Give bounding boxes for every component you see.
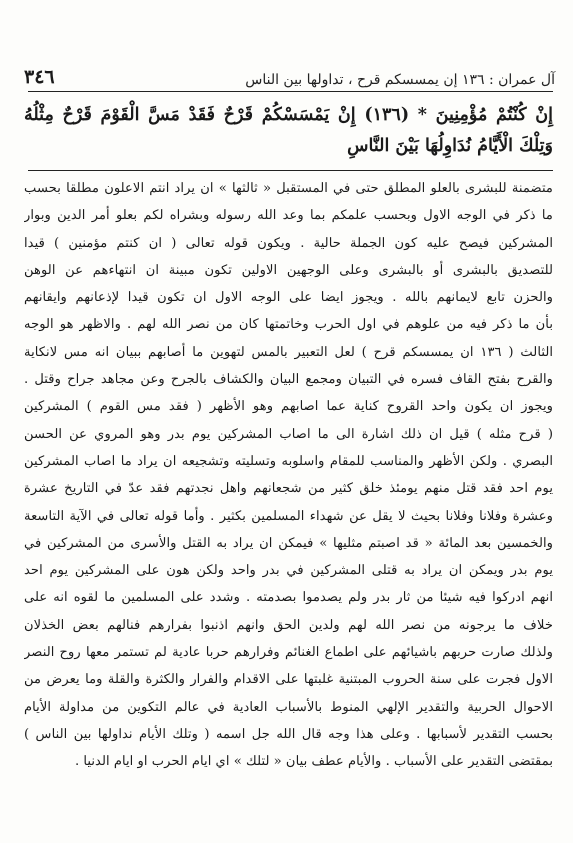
commentary-text <box>24 175 553 776</box>
commentary-line: للتصديق بالبشرى أو بالبشرى وعلى الوجهين الاولين تكون مبينة ان انتهاءهم عن الوهن <box>24 262 553 278</box>
commentary-line: خلاف ما يرجونه من نصر الله لهم ولدين الحق وانهم اذنبوا بفرارهم فنالهم بعض الخذلان <box>24 617 553 633</box>
commentary-line: والحزن تابع لايمانهم بالله . ويجوز ايضا على الوجه الاول ان تكون قيدا لإذعانهم وايقانهم <box>24 290 553 306</box>
commentary-line: يوم احد فقد قتل منهم يومئذ خلق كثير من شجعانهم واهل نجدتهم فقد عدّ في التاريخ عشرة <box>24 481 553 497</box>
commentary-line: ( قرح مثله ) قيل ان ذلك اشارة الى ما اصاب المشركين يوم بدر وهو المروي عن الحسن <box>24 426 553 442</box>
commentary-line: بحسب التقدير لأسبابها . وعلى هذا وجه قال الله جل اسمه ( وتلك الأيام نداولها بين الناس ) <box>24 726 553 742</box>
verse-rule <box>28 170 553 171</box>
commentary-line: المشركين فيصح عليه كون الجملة حالية . ويكون قوله تعالى ( ان كنتم مؤمنين ) قيدا <box>24 235 553 251</box>
header-rule <box>28 91 553 92</box>
commentary-line: متضمنة للبشرى بالعلو المطلق حتى في المستقبل « ثالثها » ان يراد انتم الاعلون مطلقا بحسب <box>24 181 553 196</box>
commentary-line: انهم ادركوا فيه شيئا من ثار بدر ولم يصدموا بصدمته . وشدد على المسلمين ما لقوه انه على <box>24 590 553 606</box>
commentary-line: الثالث ( ١٣٦ ان يمسسكم قرح ) لعل التعبير بالمس لتهوين ما أصابهم ببيان انه مس لانكاية <box>24 344 553 360</box>
commentary-line: والقرح بفتح القاف فسره في التبيان ومجمع البيان والكشاف بالجرح وعن مجاهد جراح وقتل . <box>24 372 553 388</box>
running-head: آل عمران : ١٣٦ إن يمسسكم قرح ، تداولها بين الناس <box>245 72 555 88</box>
commentary-line: يوم بدر ويمكن ان يراد به قتلى المشركين في بدر واحد ولكن هون على المشركين يوم احد <box>24 563 553 579</box>
commentary-line: الاول فجرت على سنة الحروب المبتنية غلبتها على الاقدام والفرار والكثرة والقلة وما يعرض من <box>24 672 553 688</box>
commentary-line: ويجوز ان يكون واحد القروح كناية عما اصابهم وهو الأظهر ( فقد مس القوم ) المشركين <box>24 399 553 415</box>
commentary-line: ولذلك صارت حربهم باشيائهم على اطماع الغنائم وفرارهم حربا عادية لم تستمر معها روح النصر <box>24 645 553 661</box>
page-header <box>24 58 555 88</box>
commentary-line: بأن ما ذكر فيه من علوهم في اول الحرب وخاتمتها كان من نصر الله لهم . والاظهر هو الوجه <box>24 317 553 333</box>
commentary-line: الاحوال الحربية والتقدير الإلهي المنوط بالأسباب العادية في عالم التكوين من مداولة الأيام <box>24 699 553 715</box>
commentary-line: وعشرة وفلانا وفلانا بحيث لا يقل عن شهداء المسلمين بكثير . وأما قوله تعالى في الآية التاسعة <box>24 508 553 524</box>
page-number: ٣٤٦ <box>24 66 55 88</box>
commentary-line: ما ذكر في الوجه الاول وبحسب علمكم بما وعد الله رسوله وبشراه لكم بعلو أمر الدين وبوار <box>24 208 553 224</box>
quran-verse: إِنْ كُنْتُمْ مُؤْمِنِينَ * (١٣٦) إِنْ يَمْسَسْكُمْ قَرْحٌ فَقَدْ مَسَّ الْقَوْمَ قَرْحٌ مِثْلُهُ وَتِلْكَ الْأَيَّامُ نُدَاوِلُهَا بَيْنَ النَّاسِ <box>24 105 553 156</box>
commentary-line: بمقتضى التقدير على الأسباب . والأيام عطف بيان « لتلك » اي ايام الحرب او ايام الدنيا . <box>74 754 553 770</box>
commentary-line: البصري . ولكن الأظهر والمناسب للمقام واسلوبه وتسليته وتشجيعه ان يراد ما اصاب المشركين <box>24 453 553 469</box>
commentary-line: والخمسين بعد المائة « قد اصبتم مثليها » فيمكن ان يراد به القتل والأسرى من المشركين في <box>24 535 553 551</box>
